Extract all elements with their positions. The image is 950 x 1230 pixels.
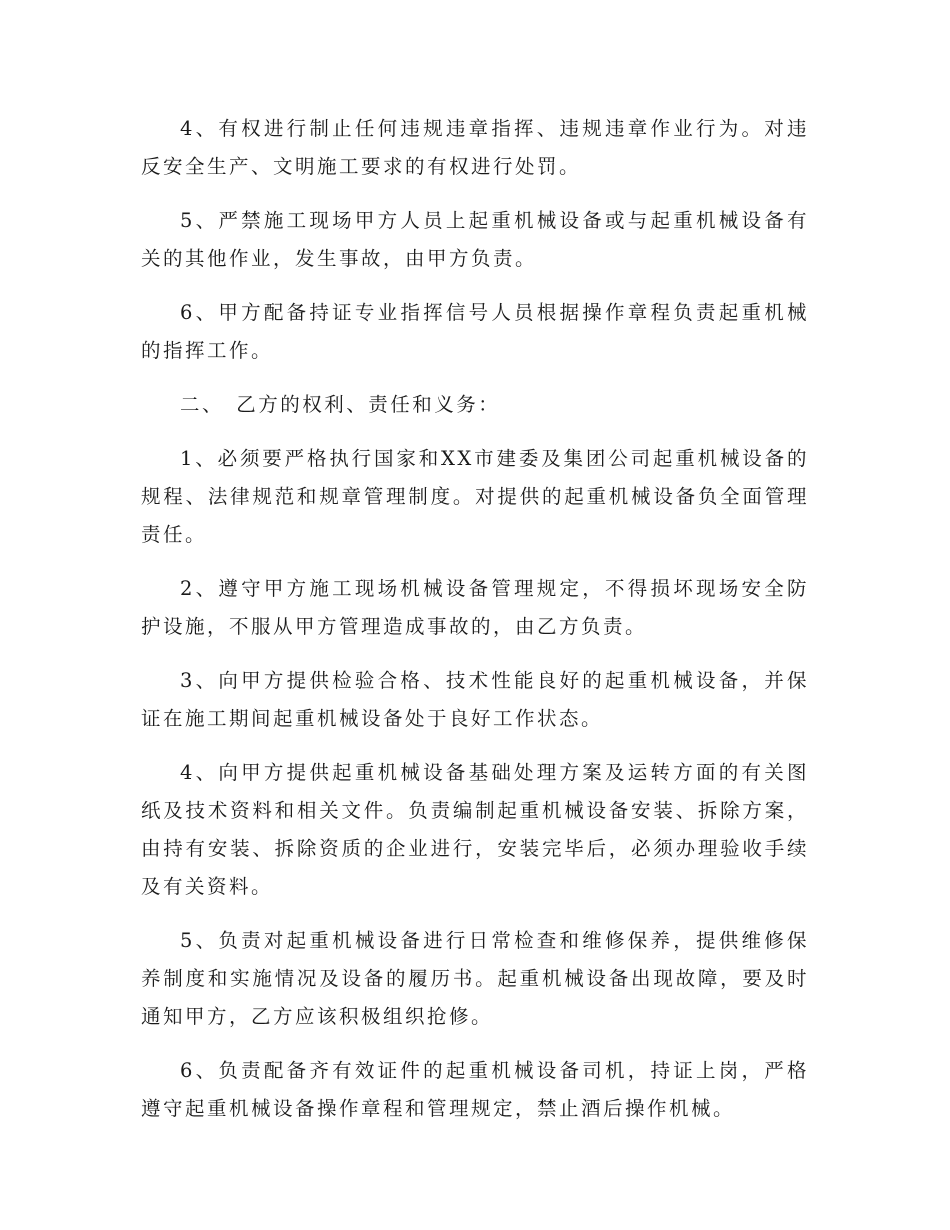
section-heading-party-b: 二、 乙方的权利、责任和义务： [180,393,501,416]
clause-a5: 5、严禁施工现场甲方人员上起重机械设备或与起重机械设备有关的其他作业，发生事故，由甲方负责。 [141,209,809,270]
clause-b2: 2、遵守甲方施工现场机械设备管理规定，不得损坏现场安全防护设施，不服从甲方管理造成事故的，由乙方负责。 [141,577,809,638]
clause-b1: 1、必须要严格执行国家和XX市建委及集团公司起重机械设备的规程、法律规范和规章管理制度。对提供的起重机械设备负全面管理责任。 [141,447,809,546]
clause-b4: 4、向甲方提供起重机械设备基础处理方案及运转方面的有关图纸及技术资料和相关文件。负责编制起重机械设备安装、拆除方案，由持有安装、拆除资质的企业进行，安装完毕后，必须办理验收手续及有关资料。 [141,761,809,898]
clause-b5: 5、负责对起重机械设备进行日常检查和维修保养，提供维修保养制度和实施情况及设备的履历书。起重机械设备出现故障，要及时通知甲方，乙方应该积极组织抢修。 [141,929,809,1028]
document-body [141,110,809,1128]
clause-a6: 6、甲方配备持证专业指挥信号人员根据操作章程负责起重机械的指挥工作。 [141,301,809,362]
clause-a4: 4、有权进行制止任何违规违章指挥、违规违章作业行为。对违反安全生产、文明施工要求的有权进行处罚。 [141,117,809,178]
clause-b3: 3、向甲方提供检验合格、技术性能良好的起重机械设备，并保证在施工期间起重机械设备处于良好工作状态。 [141,669,809,730]
clause-b6: 6、负责配备齐有效证件的起重机械设备司机，持证上岗，严格遵守起重机械设备操作章程和管理规定，禁止酒后操作机械。 [141,1059,809,1120]
